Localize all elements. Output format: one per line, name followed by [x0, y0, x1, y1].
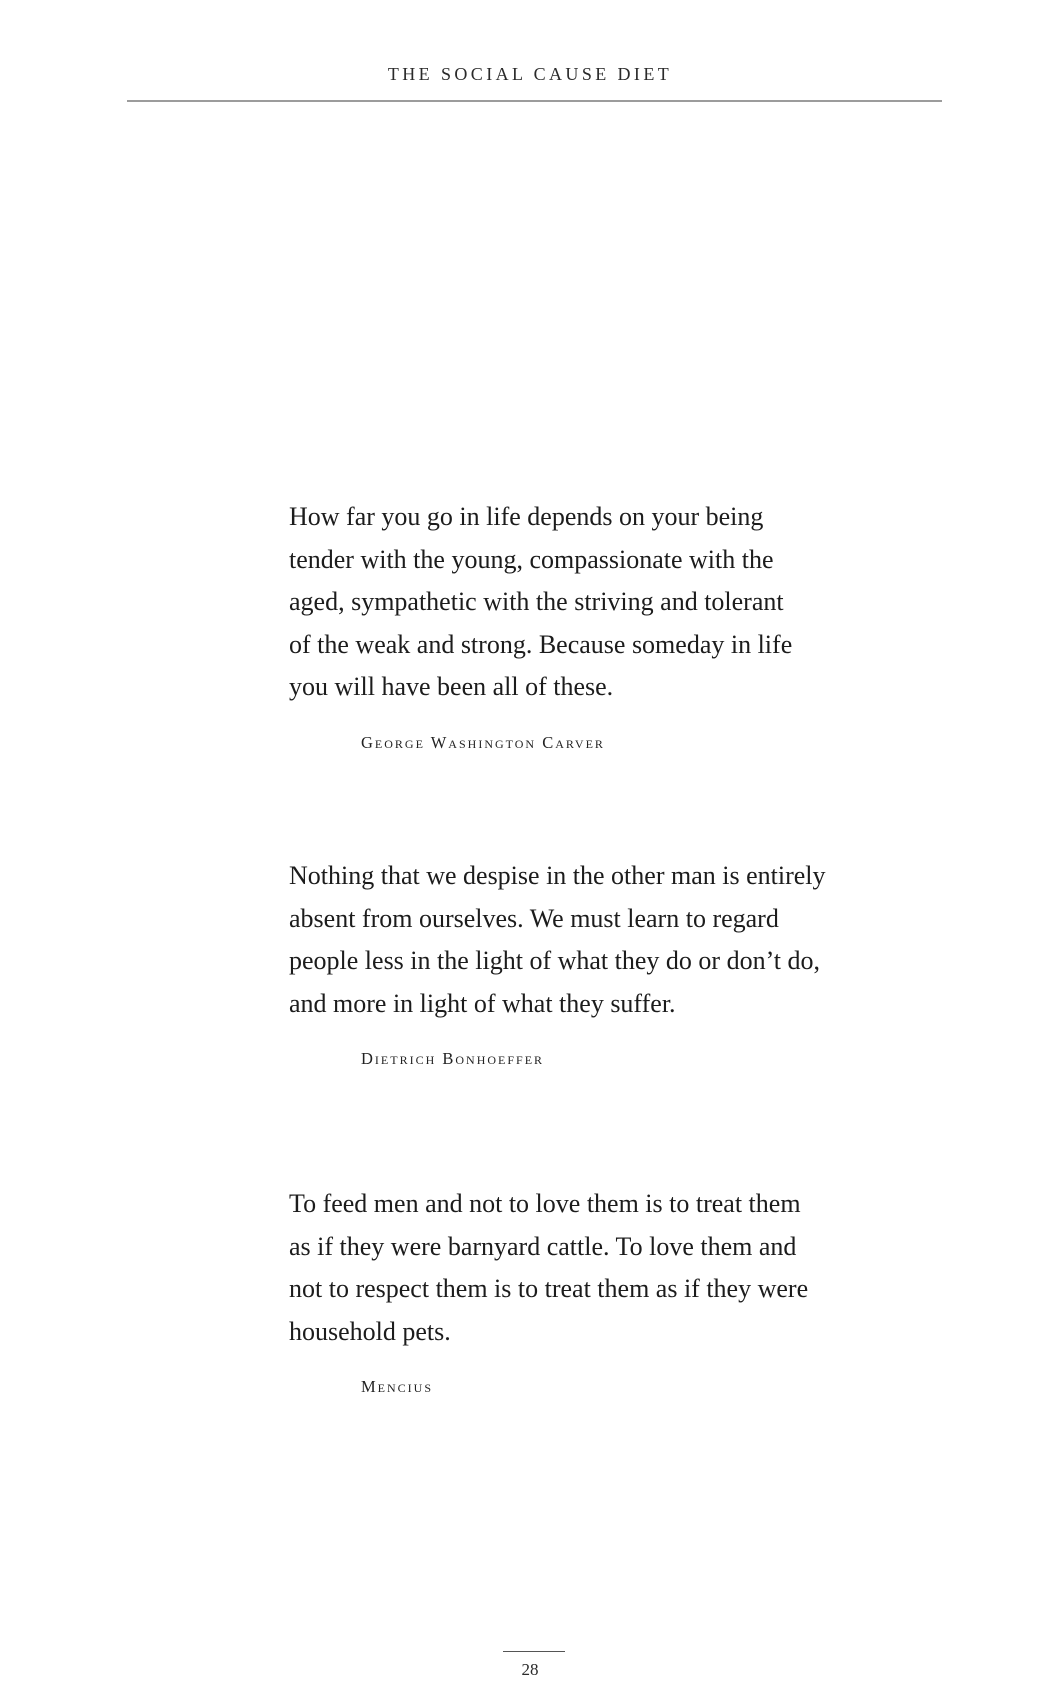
quote-line: household pets.	[289, 1316, 451, 1346]
quote-attribution: Dietrich Bonhoeffer	[361, 1049, 545, 1068]
quote-line: aged, sympathetic with the striving and tolerant	[289, 587, 784, 616]
quote-text	[289, 855, 889, 1025]
quote-attribution: Mencius	[361, 1377, 434, 1396]
quote-block	[289, 496, 889, 753]
quote-line: Nothing that we despise in the other man is entirely	[289, 861, 826, 890]
header-rule	[127, 100, 942, 102]
quote-line: How far you go in life depends on your being	[289, 502, 764, 531]
page-number: 28	[521, 1660, 539, 1679]
quote-text	[289, 1183, 889, 1353]
quote-line: as if they were barnyard cattle. To love them and	[289, 1231, 797, 1261]
quote-line: To feed men and not to love them is to treat them	[289, 1189, 801, 1218]
quote-line: absent from ourselves. We must learn to regard	[289, 903, 779, 933]
footer-rule	[503, 1651, 565, 1652]
quote-line: of the weak and strong. Because someday in life	[289, 629, 793, 659]
quote-attribution: George Washington Carver	[361, 732, 605, 752]
quote-line: not to respect them is to treat them as if they were	[289, 1274, 809, 1303]
quote-line: tender with the young, compassionate with the	[289, 544, 774, 574]
quote-block	[289, 1183, 889, 1397]
quote-block	[289, 855, 889, 1069]
running-header: THE SOCIAL CAUSE DIET	[387, 64, 673, 84]
quote-line: and more in light of what they suffer.	[289, 988, 676, 1018]
quote-line: you will have been all of these.	[289, 672, 614, 701]
quote-line: people less in the light of what they do or don’t do,	[289, 946, 820, 975]
quote-text	[289, 496, 889, 709]
